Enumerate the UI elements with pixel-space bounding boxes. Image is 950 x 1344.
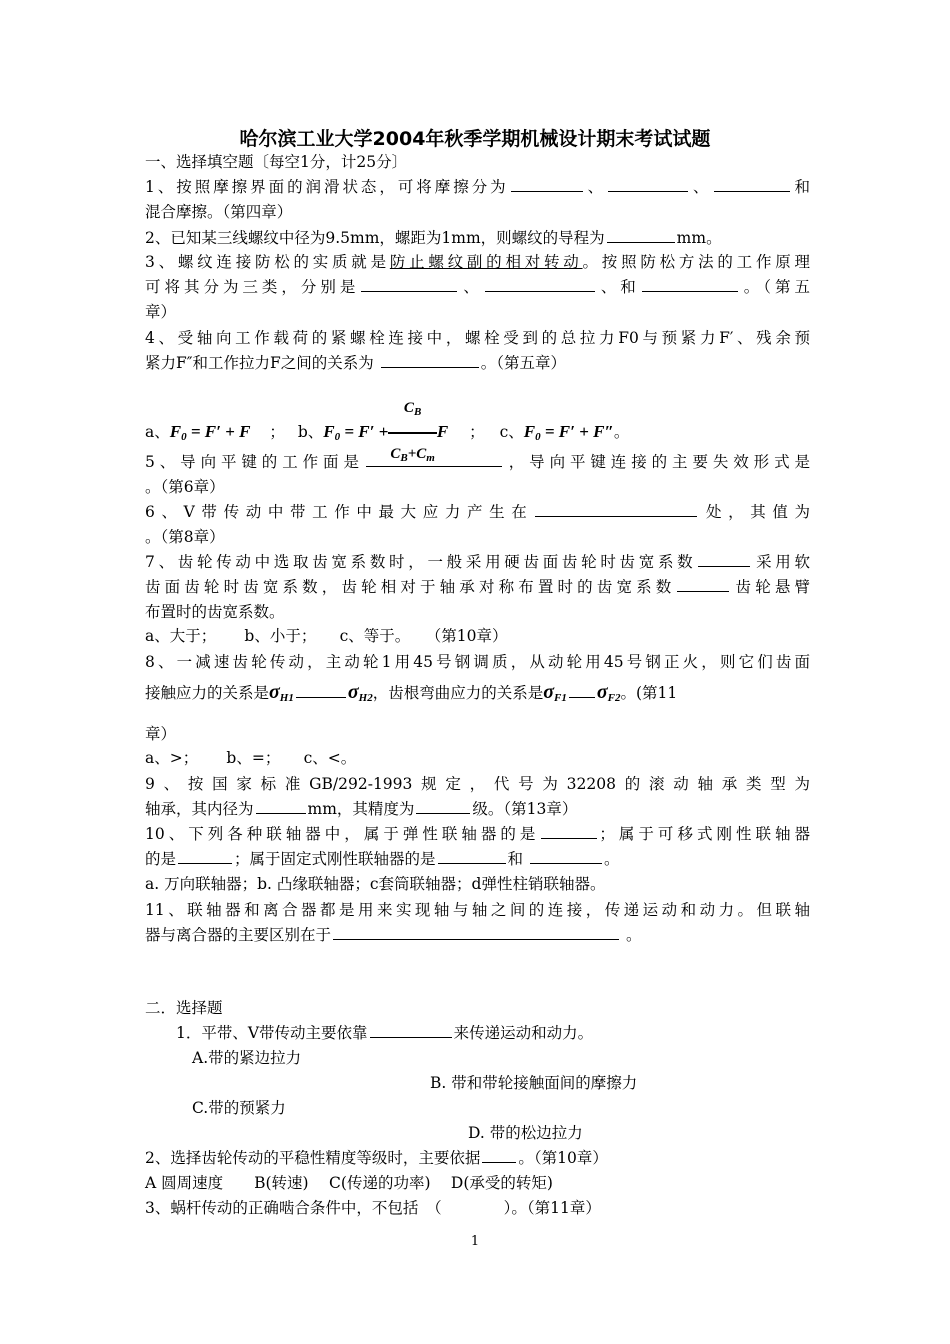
- answer-blank[interactable]: [416, 798, 470, 814]
- formula-a: $F_0 = F' + F$: [169, 422, 251, 443]
- sigma-f2-symbol: $\sigma_{F2}$: [596, 681, 621, 704]
- answer-blank[interactable]: [296, 682, 346, 698]
- answer-blank[interactable]: [642, 276, 738, 292]
- answer-blank[interactable]: [485, 276, 595, 292]
- answer-blank[interactable]: [361, 276, 457, 292]
- question-8: 8、一减速齿轮传动，主动轮1用45号钢调质，从动轮用45号钢正火，则它们齿面: [145, 653, 810, 671]
- sigma-f1-symbol: $\sigma_{F1}$: [543, 681, 567, 704]
- question-2: 2、已知某三线螺纹中径为9.5mm，螺距为1mm，则螺纹的导程为 mm。: [145, 229, 722, 247]
- question-9-line2: 轴承，其内径为 mm，其精度为 级。（第13章）: [145, 800, 578, 818]
- question-8-line3: 章）: [145, 725, 177, 743]
- page-title: 哈尔滨工业大学2004年秋季学期机械设计期末考试试题: [239, 128, 711, 150]
- s2-question-1: 1．平带、V带传动主要依靠 来传递运动和动力。: [176, 1024, 594, 1042]
- question-6-line2: 。（第8章）: [145, 528, 225, 546]
- page-number: 1: [470, 1234, 480, 1249]
- question-1: 1、按照摩擦界面的润滑状态，可将摩擦分为 、 、 和: [145, 178, 810, 196]
- question-11: 11、联轴器和离合器都是用来实现轴与轴之间的连接，传递运动和动力。但联轴: [145, 901, 810, 919]
- question-1-line2: 混合摩擦。（第四章）: [145, 203, 293, 221]
- section1-heading: 一、选择填空题〔每空1分，计25分〕: [145, 153, 408, 171]
- answer-blank[interactable]: [178, 848, 232, 864]
- s2-question-2-options: A 圆周速度 B(转速) C(传递的功率) D(承受的转矩): [145, 1174, 553, 1192]
- question-7: 7、齿轮传动中选取齿宽系数时，一般采用硬齿面齿轮时齿宽系数 采用软: [145, 553, 810, 571]
- question-8-line2: 接触应力的关系是$\sigma_{H1}$ $\sigma_{H2}$，齿根弯曲应力的关系是$\sigma_{F1}$ $\sigma_{F2}$。(第11: [145, 681, 678, 704]
- question-10: 10、下列各种联轴器中，属于弹性联轴器的是 ；属于可移式刚性联轴器: [145, 825, 810, 843]
- answer-blank[interactable]: [535, 501, 697, 517]
- formula-b: $F_0 = F'$ +: [323, 422, 389, 443]
- question-5: 5、导向平键的工作面是 ，导向平键连接的主要失效形式是: [145, 453, 810, 471]
- question-4-line2: 紧力F″和工作拉力F之间的关系为 。（第五章）: [145, 354, 567, 372]
- answer-blank[interactable]: [714, 176, 790, 192]
- question-10-line2: 的是 ；属于固定式刚性联轴器的是 和 。: [145, 850, 620, 868]
- option-c[interactable]: C.带的预紧力: [192, 1099, 286, 1117]
- question-7-line3: 布置时的齿宽系数。: [145, 603, 285, 621]
- answer-blank[interactable]: [541, 823, 597, 839]
- answer-blank[interactable]: [608, 176, 688, 192]
- question-7-options: a、大于； b、小于； c、等于。 （第10章）: [145, 627, 508, 645]
- formula-c: $F_0 = F' + F''$: [523, 422, 614, 443]
- section2-heading: 二．选择题: [145, 999, 223, 1017]
- question-9: 9、按国家标准GB/292-1993规定，代号为32208的滚动轴承类型为: [145, 775, 810, 793]
- answer-blank[interactable]: [511, 176, 583, 192]
- answer-blank[interactable]: [256, 798, 306, 814]
- question-3-line3: 章）: [145, 303, 177, 321]
- answer-blank[interactable]: [569, 682, 595, 698]
- answer-blank[interactable]: [381, 352, 479, 368]
- question-4: 4、受轴向工作载荷的紧螺栓连接中，螺栓受到的总拉力F0与预紧力F′、残余预: [145, 329, 810, 347]
- answer-blank[interactable]: [366, 451, 502, 467]
- question-4-options: a、$F_0 = F' + F$ ； b、$F_0 = F'$ + $\frac{C_B}{C_B+C_m}$ F ； c、$F_0 = F' + F''$。: [145, 388, 810, 440]
- answer-blank[interactable]: [482, 1147, 516, 1163]
- question-3-line2: 可将其分为三类，分别是 、 、和 。（第五: [145, 278, 810, 296]
- question-5-line2: 。（第6章）: [145, 478, 225, 496]
- question-3: 3、螺纹连接防松的实质就是防止螺纹副的相对转动。按照防松方法的工作原理: [145, 253, 810, 271]
- question-11-line2: 器与离合器的主要区别在于 。: [145, 926, 642, 944]
- answer-blank[interactable]: [438, 848, 506, 864]
- question-6: 6、V带传动中带工作中最大应力产生在 处，其值为: [145, 503, 810, 521]
- formula-b-fraction: $\frac{C_B}{C_B+C_m}$: [388, 388, 436, 478]
- answer-blank[interactable]: [698, 551, 750, 567]
- answer-blank[interactable]: [370, 1022, 452, 1038]
- option-b[interactable]: B. 带和带轮接触面间的摩擦力: [430, 1074, 638, 1092]
- s2-question-3: 3、蜗杆传动的正确啮合条件中，不包括 （ ）。（第11章）: [145, 1199, 601, 1217]
- answer-blank[interactable]: [333, 924, 619, 940]
- sigma-h1-symbol: $\sigma_{H1}$: [269, 681, 294, 704]
- sigma-h2-symbol: $\sigma_{H2}$: [347, 681, 373, 704]
- answer-blank[interactable]: [607, 227, 675, 243]
- question-10-options: a. 万向联轴器；b. 凸缘联轴器；c套筒联轴器；d弹性柱销联轴器。: [145, 875, 606, 893]
- option-d[interactable]: D. 带的松边拉力: [468, 1124, 583, 1142]
- answer-blank[interactable]: [677, 576, 729, 592]
- question-7-line2: 齿面齿轮时齿宽系数，齿轮相对于轴承对称布置时的齿宽系数 齿轮悬臂: [145, 578, 810, 596]
- question-8-options: a、>； b、=； c、<。: [145, 749, 357, 767]
- option-a[interactable]: A.带的紧边拉力: [192, 1049, 302, 1067]
- answer-blank[interactable]: [530, 848, 602, 864]
- s2-question-2: 2、选择齿轮传动的平稳性精度等级时，主要依据 。（第10章）: [145, 1149, 608, 1167]
